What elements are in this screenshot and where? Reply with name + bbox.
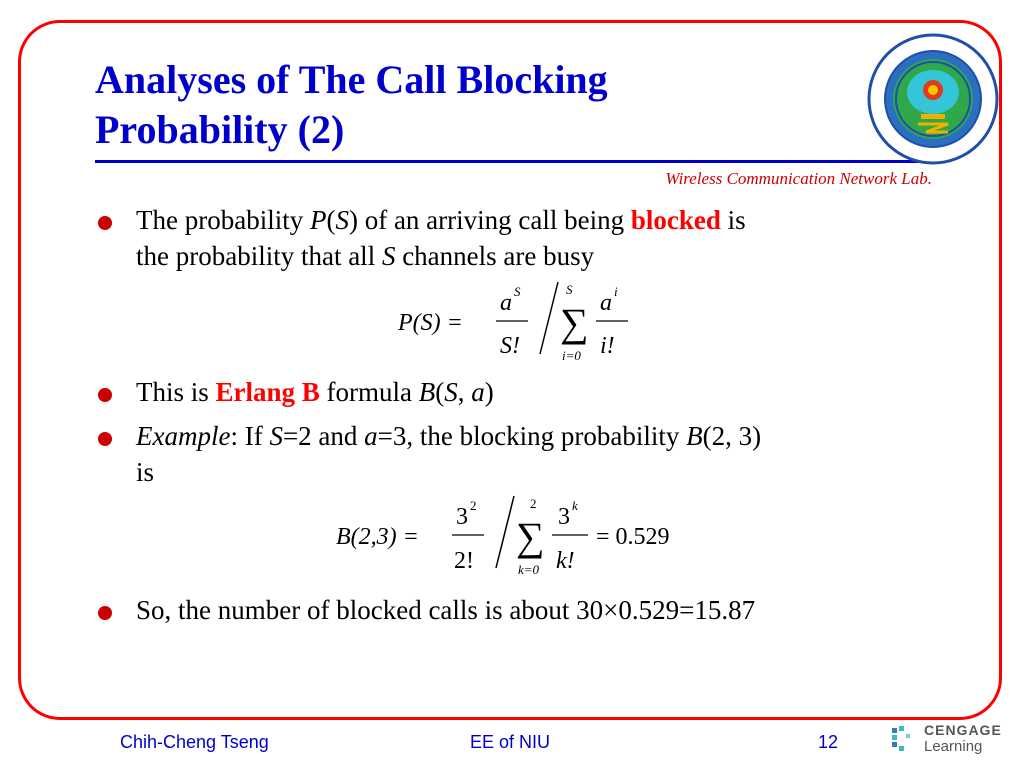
text-segment: ) [484, 377, 494, 407]
title-underline [95, 160, 945, 163]
cengage-logo [924, 722, 1002, 756]
term-denominator: k! [556, 548, 575, 574]
title-line-2: Probability (2) [95, 107, 345, 152]
bullet-blocked-calls: So, the number of blocked calls is about 30×0.529=15.87 [136, 595, 756, 625]
text-segment: B [418, 377, 436, 407]
bullet-erlang-b [136, 374, 494, 410]
term-numerator: a [600, 290, 612, 316]
text-segment: ( [326, 205, 336, 235]
text-segment: is [136, 457, 155, 487]
slide-title [95, 55, 795, 155]
bullet-dot [98, 216, 112, 230]
sum-lower-limit: i=0 [562, 348, 581, 363]
formula-numerator: a [500, 290, 512, 316]
footer-page-number: 12 [818, 732, 839, 752]
formula-denominator: S! [500, 333, 520, 359]
brand-line-1: CENGAGE [924, 722, 1002, 738]
bullet-dot [98, 388, 112, 402]
text-segment: S [381, 241, 396, 271]
sigma-symbol: ∑ [516, 514, 545, 559]
division-slash [540, 282, 558, 354]
term-numerator: 3 [558, 504, 570, 530]
sigma-symbol: ∑ [560, 300, 589, 345]
highlight-erlang-b: Erlang B [215, 377, 320, 407]
text-segment: (2, 3) [702, 421, 762, 451]
bullet-example [136, 418, 761, 490]
brand-line-2: Learning [924, 738, 983, 755]
text-segment: , [457, 377, 472, 407]
text-segment: : If [230, 421, 270, 451]
formula-numerator-sup: S [514, 284, 521, 299]
term-numerator-sup: k [572, 498, 578, 513]
text-segment: The probability [136, 205, 310, 235]
text-segment: formula [319, 377, 419, 407]
text-segment: channels are busy [395, 241, 595, 271]
bullet-dot [98, 432, 112, 446]
sum-upper-limit: S [566, 282, 573, 297]
text-segment: ) of an arriving call being [348, 205, 631, 235]
example-formula [330, 490, 710, 582]
lab-name: Wireless Communication Network Lab. [665, 169, 932, 188]
footer-author: Chih-Cheng Tseng [120, 732, 269, 752]
text-segment: S [444, 377, 458, 407]
term-denominator: i! [600, 333, 615, 359]
text-segment: a [364, 421, 378, 451]
sum-upper-limit: 2 [530, 496, 537, 511]
text-segment: Example [136, 421, 231, 451]
cengage-logo-icon [890, 724, 920, 754]
text-segment: the probability that all [136, 241, 382, 271]
erlang-b-formula [380, 278, 640, 368]
text-segment: is [720, 205, 746, 235]
text-segment: This is [136, 377, 216, 407]
term-numerator-sup: i [614, 284, 618, 299]
text-segment: a [471, 377, 485, 407]
text-segment: S [335, 205, 349, 235]
formula-numerator: 3 [456, 504, 468, 530]
text-segment: P [309, 205, 327, 235]
text-segment: =3, the blocking probability [377, 421, 687, 451]
division-slash [496, 496, 514, 568]
highlight-blocked: blocked [630, 205, 721, 235]
formula-lhs: B(2,3) = [336, 524, 419, 550]
text-segment: ( [435, 377, 445, 407]
university-seal-logo [866, 32, 1000, 166]
sum-lower-limit: k=0 [518, 562, 540, 577]
bullet-dot [98, 606, 112, 620]
text-segment: =2 and [282, 421, 365, 451]
formula-denominator: 2! [454, 548, 474, 574]
text-segment: S [269, 421, 283, 451]
formula-lhs: P(S) = [398, 310, 463, 336]
footer-department: EE of NIU [470, 732, 551, 752]
text-segment: B [686, 421, 703, 451]
bullet-probability [136, 202, 746, 274]
formula-result: = 0.529 [596, 524, 670, 550]
formula-numerator-sup: 2 [470, 498, 477, 513]
title-line-1: Analyses of The Call Blocking [95, 57, 608, 102]
